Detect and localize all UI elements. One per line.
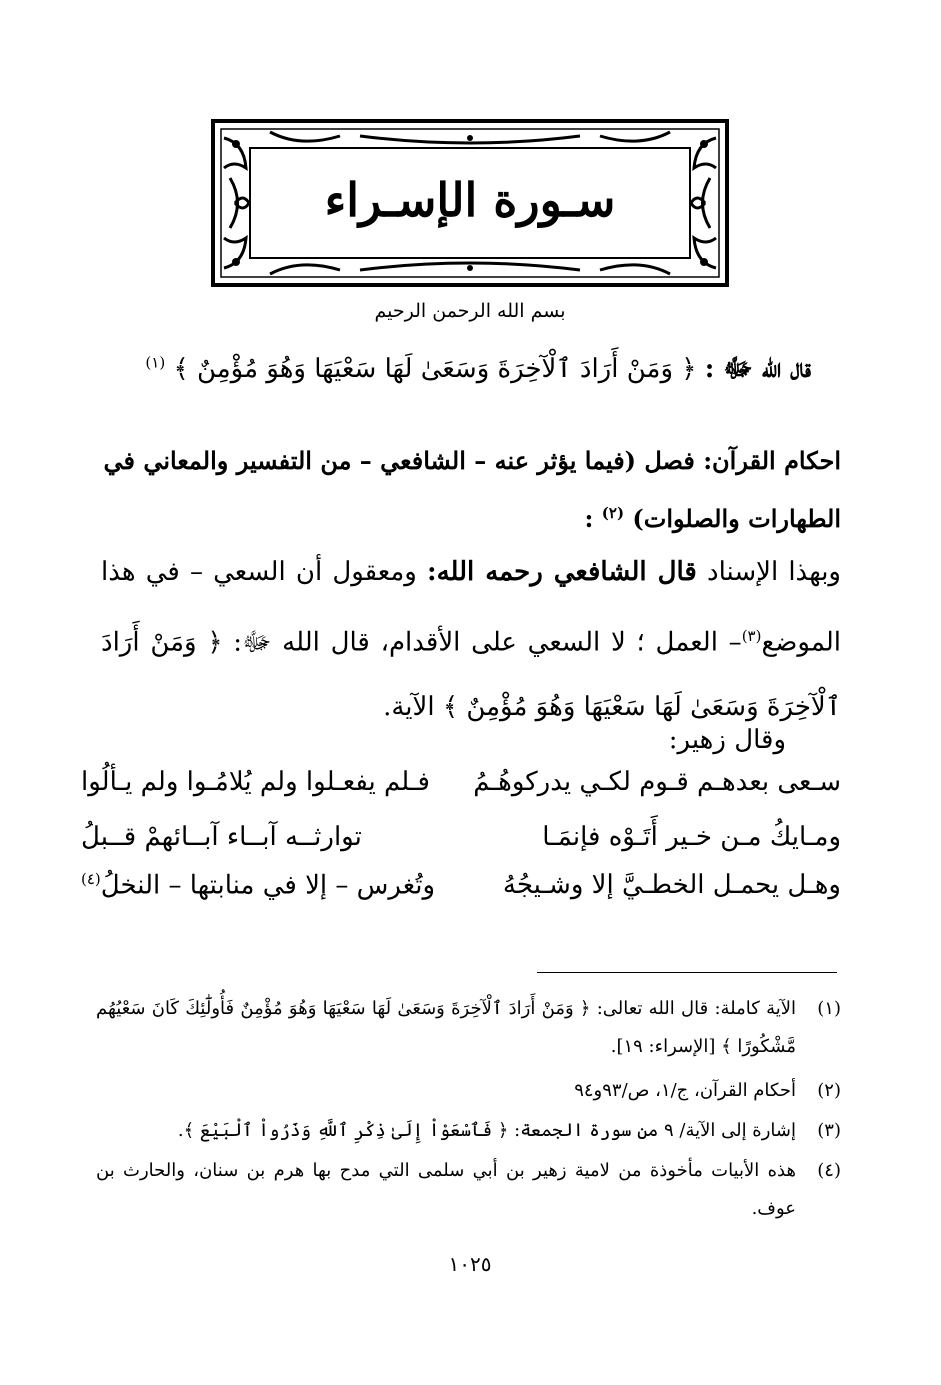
footnote-ref: (٢) [601,504,625,522]
section-heading [101,435,841,545]
page-number: ١٠٢٥ [448,1252,492,1276]
footnote-ref: (٤) [81,870,101,888]
footnote [96,990,841,1066]
verse-left-hemistich: وتُغرس – إلا في منابتها – النخلُ [100,870,436,901]
verse-left-hemistich: توارثــه آبــاء آبــائهمْ قــبلُ [81,822,362,852]
footnote-ref: (١) [145,353,166,372]
footnote [96,1112,841,1150]
footnote [96,1072,841,1110]
verse-quote: ﴿ وَمَنْ أَرَادَ ٱلْآخِرَةَ وَسَعَىٰ لَهَا سَعْيَهَا وَهُوَ مُؤْمِنٌ ﴾ [173,354,697,384]
footnote-divider [537,972,837,973]
footnote-text: إشارة إلى الآية/ ٩ من سورة الجمعة: ﴿ فَٱسْعَوْاْ إِلَىٰ ذِكْرِ ٱللَّهِ وَذَرُواْ ٱلْبَيْعَ ﴾. [177,1120,796,1141]
verse-right-hemistich: وهـل يحمـل الخطـيَّ إلا وشـيجُهُ [502,870,841,900]
verse-right-hemistich: سـعى بعدهـم قـوم لكـي يدركوهُـمُ [473,767,841,797]
surah-title: سـورة الإسـراء [324,173,616,227]
opening-verse [91,352,811,390]
footnote-number: (٢) [817,1080,841,1101]
para-part2: قال الشافعي رحمه الله: [426,557,697,587]
heading-end: : [584,504,594,533]
body-paragraph [101,540,841,739]
para-part1: وبهذا الإسناد [707,557,841,587]
footnote-number: (٣) [817,1120,841,1141]
footnote-text: هذه الأبيات مأخوذة من لامية زهير بن أبي سلمى التي مدح بها هرم بن سنان، والحارث بن عوف. [96,1160,796,1219]
verse-right-hemistich: ومـايكُ مـن خـير أَتَـوْه فإنمَـا [542,822,841,852]
verse-left-hemistich-wrap [81,870,435,918]
poem-verse [81,822,841,870]
poem-verse [81,870,841,918]
footnote-text: الآية كاملة: قال الله تعالى: ﴿ وَمَنْ أَرَادَ ٱلْآخِرَةَ وَسَعَىٰ لَهَا سَعْيَهَا وَهُوَ مُؤْمِنٌ فَأُولَٰٓئِكَ كَانَ سَعْيُهُم مَّشْكُورًا ﴾ [الإسراء: ١٩]. [96,998,796,1057]
footnote-number: (٤) [817,1160,841,1181]
poet-intro: وقال زهير: [668,725,786,755]
verse-lead: قال الله ﷻ : [704,354,811,384]
para-part4: – العمل ؛ لا السعي على الأقدام، قال الله ﷻ: ﴿ وَمَنْ أَرَادَ ٱلْآخِرَةَ وَسَعَىٰ لَهَا سَعْيَهَا وَهُوَ مُؤْمِنٌ ﴾ الآية. [101,627,841,722]
footnote-text: أحكام القرآن، ج/١، ص/٩٣و٩٤ [574,1080,796,1101]
verse-left-hemistich: فـلم يفعـلوا ولم يُلامُـوا ولم يـألُوا [81,767,430,797]
footnote-ref: (٣) [741,627,762,645]
heading-text: احكام القرآن: فصل (فيما يؤثر عنه – الشافعي – من التفسير والمعاني في الطهارات والصلوات) [103,446,841,533]
basmala: بسم الله الرحمن الرحيم [374,300,566,322]
para-part3: ومعقول أن السعي – في هذا الموضع [101,557,841,658]
footnote-number: (١) [817,998,841,1019]
footnote [96,1152,841,1228]
poem-verse [81,767,841,815]
